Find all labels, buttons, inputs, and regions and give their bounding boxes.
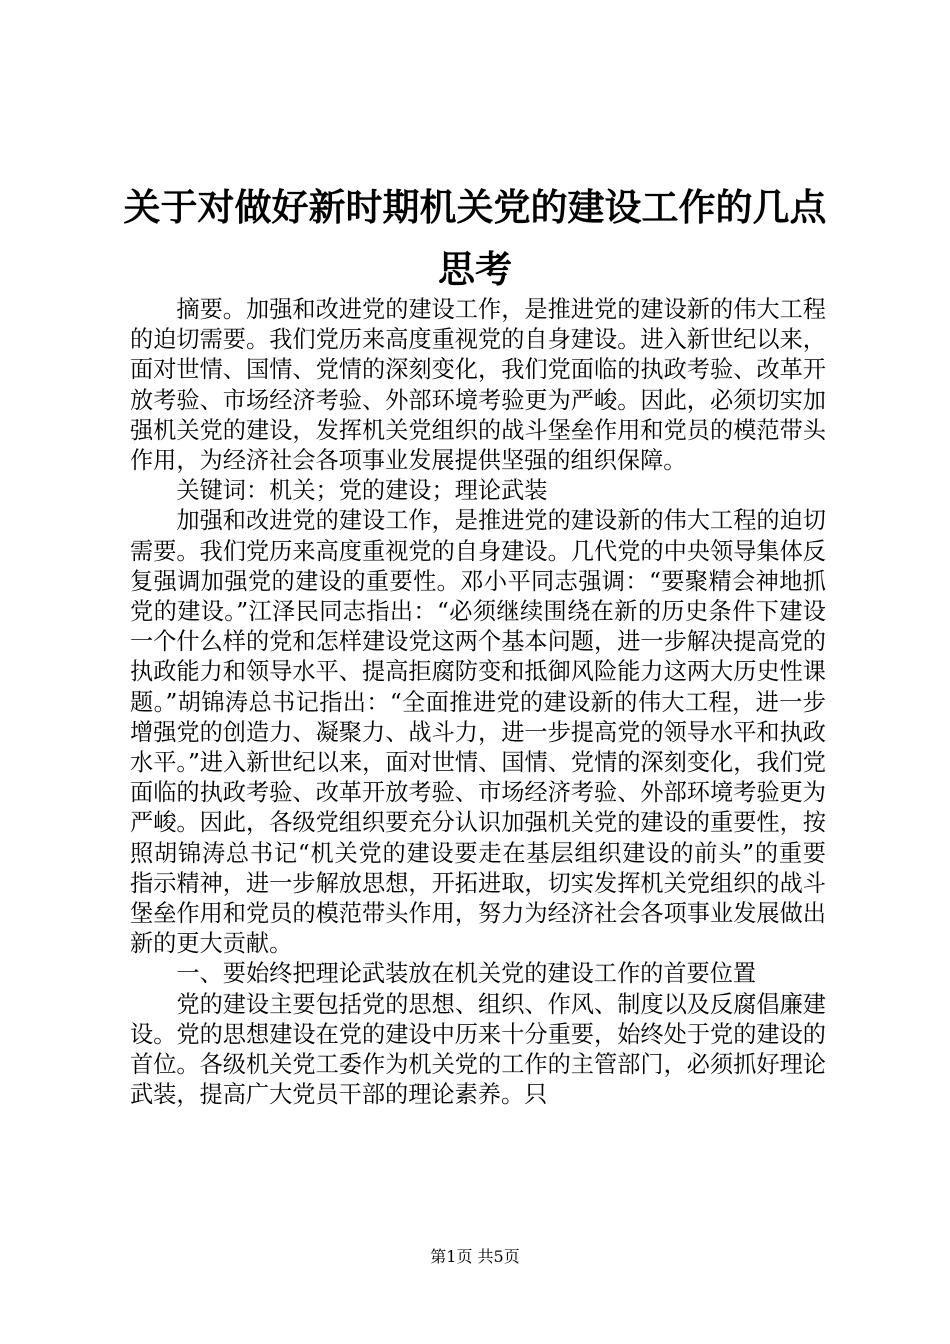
section-heading: 一、要始终把理论武装放在机关党的建设工作的首要位置 [176,960,757,988]
page-number-footer: 第1页 共5页 [430,1247,520,1266]
intro-paragraph: 加强和改进党的建设工作，是推进党的建设新的伟大工程的迫切需要。我们党历来高度重视党的自身建设。几代党的中央领导集体反复强调加强党的建设的重要性。邓小平同志强调：“要聚精会神地抓党的建设。”江泽民同志指出：“必须继续围绕在新的历史条件下建设一个什么样的党和怎样建设党这两个基本问题，进一步解决提高党的执政能力和领导水平、提高拒腐防变和抵御风险能力这两大历史性课题。”胡锦涛总书记指出：“全面推进党的建设新的伟大工程，进一步增强党的创造力、凝聚力、战斗力，进一步提高党的领导水平和执政水平。”进入新世纪以来，面对世情、国情、党情的深刻变化，我们党面临的执政考验、改革开放考验、市场经济考验、外部环境考验更为严峻。因此，各级党组织要充分认识加强机关党的建设的重要性，按照胡锦涛总书记“机关党的建设要走在基层组织建设的前头”的重要指示精神，进一步解放思想，开拓进取，切实发挥机关党组织的战斗堡垒作用和党员的模范带头作用，努力为经济社会各项事业发展做出新的更大贡献。 [130,507,826,958]
document-body [130,295,826,1110]
abstract-paragraph: 摘要。加强和改进党的建设工作，是推进党的建设新的伟大工程的迫切需要。我们党历来高度重视党的自身建设。进入新世纪以来，面对世情、国情、党情的深刻变化，我们党面临的执政考验、改革开放考验、市场经济考验、外部环境考验更为严峻。因此，必须切实加强机关党的建设，发挥机关党组织的战斗堡垒作用和党员的模范带头作用，为经济社会各项事业发展提供坚强的组织保障。 [130,296,826,475]
document-title: 关于对做好新时期机关党的建设工作的几点思考 [123,185,827,291]
keywords-paragraph: 关键词：机关；党的建设；理论武装 [176,477,548,505]
section-paragraph: 党的建设主要包括党的思想、组织、作风、制度以及反腐倡廉建设。党的思想建设在党的建设中历来十分重要，始终处于党的建设的首位。各级机关党工委作为机关党的工作的主管部门，必须抓好理论武装，提高广大党员干部的理论素养。只 [130,990,826,1109]
